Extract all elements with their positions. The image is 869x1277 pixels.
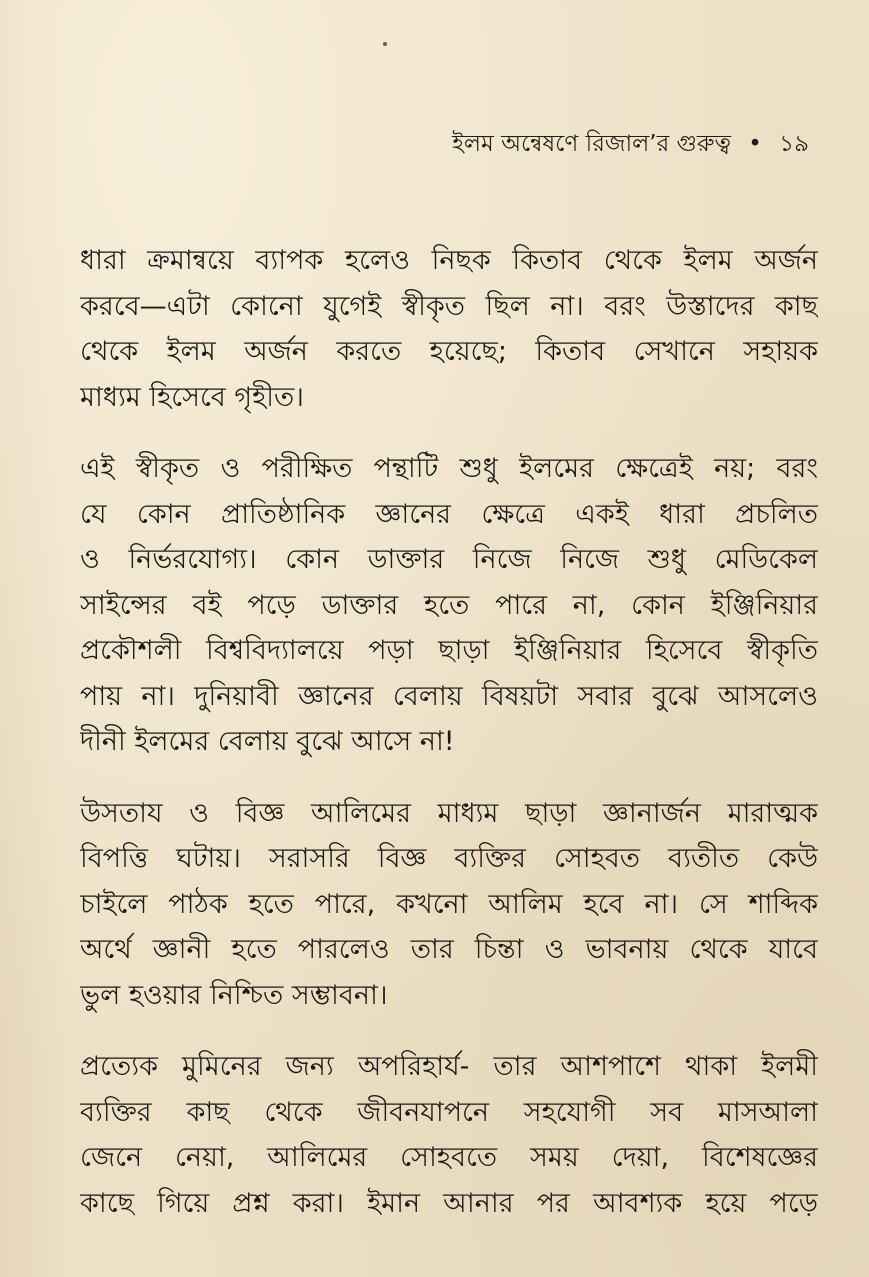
text-line: ধারা ক্রমান্বয়ে ব্যাপক হলেও নিছক কিতাব থেকে ইলম অর্জন bbox=[80, 245, 818, 276]
text-line: প্রত্যেক মুমিনের জন্য অপরিহার্য- তার আশপাশে থাকা ইলমী bbox=[80, 1051, 818, 1082]
paragraph-1 bbox=[80, 238, 818, 420]
text-line: উসতায ও বিজ্ঞ আলিমের মাধ্যম ছাড়া জ্ঞানার্জন মারাত্মক bbox=[80, 797, 818, 829]
text-line: মাধ্যম হিসেবে গৃহীত। bbox=[80, 381, 304, 413]
text-line: ভুল হওয়ার নিশ্চিত সম্ভাবনা। bbox=[80, 979, 388, 1011]
chapter-title: ইলম অন্বেষণে রিজাল’র গুরুত্ব bbox=[451, 131, 731, 157]
text-line: যে কোন প্রাতিষ্ঠানিক জ্ঞানের ক্ষেত্রে একই ধারা প্রচলিত bbox=[80, 498, 818, 530]
text-line: জেনে নেয়া, আলিমের সোহবতে সময় দেয়া, বিশেষজ্ঞের bbox=[80, 1142, 818, 1173]
text-line: প্রকৌশলী বিশ্ববিদ্যালয়ে পড়া ছাড়া ইঞ্জিনিয়ার হিসেবে স্বীকৃতি bbox=[80, 635, 818, 666]
text-line: করবে—এটা কোনো যুগেই স্বীকৃত ছিল না। বরং উস্তাদের কাছ bbox=[80, 290, 818, 322]
text-line: ও নির্ভরযোগ্য। কোন ডাক্তার নিজে নিজে শুধু মেডিকেল bbox=[80, 544, 818, 575]
print-speck bbox=[383, 42, 387, 46]
text-line: পায় না। দুনিয়াবী জ্ঞানের বেলায় বিষয়টা সবার বুঝে আসলেও bbox=[80, 680, 818, 712]
page-number: ১৯ bbox=[779, 131, 809, 157]
text-line: থেকে ইলম অর্জন করতে হয়েছে; কিতাব সেখানে সহায়ক bbox=[80, 336, 818, 367]
running-header bbox=[452, 128, 809, 160]
paragraph-4 bbox=[80, 1044, 818, 1226]
text-line: সাইন্সের বই পড়ে ডাক্তার হতে পারে না, কোন ইঞ্জিনিয়ার bbox=[80, 589, 818, 621]
text-line: বিপত্তি ঘটায়। সরাসরি বিজ্ঞ ব্যক্তির সোহবত ব্যতীত কেউ bbox=[80, 843, 818, 874]
text-line: দীনী ইলমের বেলায় বুঝে আসে না! bbox=[80, 726, 455, 757]
text-line: কাছে গিয়ে প্রশ্ন করা। ইমান আনার পর আবশ্যক হয়ে পড়ে bbox=[80, 1187, 818, 1219]
paragraph-3 bbox=[80, 791, 818, 1019]
body-text bbox=[80, 238, 818, 1252]
text-line: চাইলে পাঠক হতে পারে, কখনো আলিম হবে না। সে শাব্দিক bbox=[80, 888, 818, 920]
text-line: এই স্বীকৃত ও পরীক্ষিত পন্থাটি শুধু ইলমের ক্ষেত্রেই নয়; বরং bbox=[80, 453, 818, 484]
paragraph-2 bbox=[80, 446, 818, 765]
text-line: ব্যক্তির কাছ থেকে জীবনযাপনে সহযোগী সব মাসআলা bbox=[80, 1096, 818, 1128]
text-line: অর্থে জ্ঞানী হতে পারলেও তার চিন্তা ও ভাবনায় থেকে যাবে bbox=[80, 934, 818, 965]
header-separator: • bbox=[748, 131, 762, 157]
